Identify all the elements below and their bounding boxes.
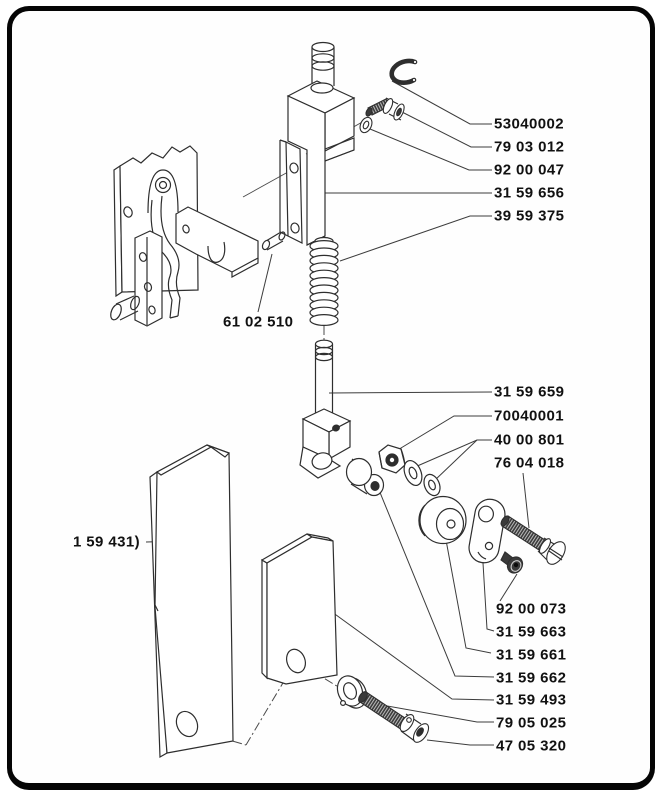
part-label: 53040002 [494, 115, 564, 133]
link-plate-31-59-663 [467, 497, 508, 565]
part-label: 31 59 493 [496, 691, 567, 709]
part-label: 70040001 [494, 407, 564, 425]
plate-1-59-431 [150, 445, 233, 757]
part-label: 40 00 801 [494, 431, 565, 449]
part-label: 39 59 375 [494, 207, 565, 225]
plate-31-59-493 [262, 534, 337, 684]
part-label: 92 00 073 [496, 600, 567, 618]
circlip-53040002 [392, 61, 416, 83]
bolt-47-05-320 [357, 690, 432, 745]
part-label: 76 04 018 [494, 454, 565, 472]
pin-61-02-510 [261, 231, 286, 251]
screw-92-00-073 [501, 552, 526, 576]
pulley-31-59-661 [419, 497, 466, 544]
rod-31-59-659 [316, 340, 333, 420]
part-label: 31 59 662 [496, 669, 567, 687]
part-label: 47 05 320 [496, 737, 567, 755]
part-label: 79 03 012 [494, 138, 565, 156]
part-label: 61 02 510 [223, 313, 294, 331]
part-label: 79 05 025 [496, 714, 567, 732]
screw-79-03-012 [365, 97, 406, 121]
part-label: 1 59 431) [73, 533, 140, 551]
part-label: 31 59 661 [496, 646, 567, 664]
spacer-31-59-662 [347, 459, 384, 496]
part-label: 92 00 047 [494, 161, 565, 179]
guide-block [300, 409, 350, 478]
housing-31-59-656 [280, 43, 354, 246]
spring-39-59-375 [310, 238, 338, 326]
latch-mechanism [109, 146, 258, 326]
washer-92-00-047 [358, 115, 375, 134]
part-label: 31 59 656 [494, 184, 565, 202]
part-label: 31 59 659 [494, 383, 565, 401]
part-label: 31 59 663 [496, 623, 567, 641]
hex-nut-70040001 [379, 445, 405, 473]
